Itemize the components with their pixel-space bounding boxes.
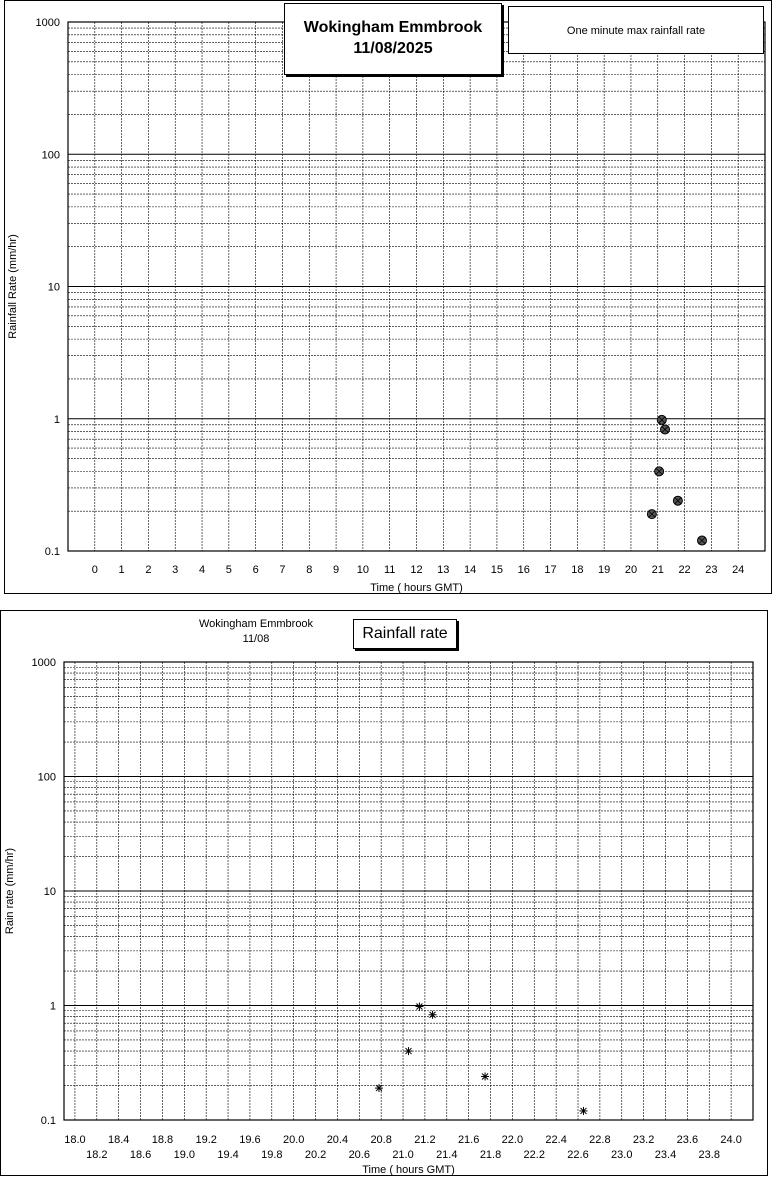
x-tick-label: 0: [91, 564, 98, 576]
y-tick-label: 10: [47, 281, 60, 294]
x-tick-label: 18.6: [129, 1149, 152, 1161]
x-tick-label: 4: [198, 564, 206, 576]
x-tick-label: 19: [598, 564, 611, 576]
x-tick-label: 21.6: [457, 1134, 480, 1146]
x-tick-label: 23.8: [698, 1149, 720, 1161]
data-point: [657, 415, 666, 424]
data-points: [647, 415, 706, 545]
data-point: [429, 1011, 437, 1019]
x-tick-label: 12: [410, 564, 423, 576]
y-tick-label: 0.1: [44, 546, 60, 558]
evening-rainfall-chart: [1, 611, 769, 1177]
x-tick-label: 21.0: [392, 1149, 414, 1161]
y-tick-labels: [36, 17, 60, 558]
x-tick-label: 22.2: [523, 1149, 545, 1161]
x-tick-label: 19.8: [261, 1149, 283, 1161]
x-tick-label: 2: [145, 564, 152, 576]
x-tick-label: 9: [333, 564, 340, 576]
chart-title: Wokingham Emmbrook: [303, 19, 483, 36]
x-tick-label: 13: [437, 564, 450, 576]
x-tick-label: 19.6: [239, 1134, 261, 1146]
y-axis-label: Rain rate (mm/hr): [4, 847, 16, 935]
x-tick-label: 5: [225, 564, 232, 576]
x-tick-label: 22.0: [501, 1134, 524, 1146]
y-tick-labels: [32, 657, 56, 1127]
legend-box: One minute max rainfall rate: [508, 6, 764, 54]
x-tick-label: 20: [624, 564, 638, 576]
x-tick-label: 20.8: [370, 1134, 392, 1146]
x-tick-label: 23.0: [611, 1149, 633, 1161]
x-tick-label: 14: [463, 564, 477, 576]
data-point: [481, 1072, 489, 1080]
y-tick-label: 0.1: [40, 1115, 56, 1127]
y-axis-label: Rainfall Rate (mm/hr): [7, 234, 19, 339]
x-tick-label: 19.4: [217, 1149, 239, 1161]
chart-title-box: [284, 3, 502, 75]
x-tick-label: 18.0: [64, 1134, 86, 1146]
station-date: 11/08: [242, 633, 270, 645]
station-name: Wokingham Emmbrook: [198, 618, 314, 630]
y-tick-label: 1: [53, 413, 60, 426]
x-tick-label: 21.4: [436, 1149, 458, 1161]
data-points: [375, 1003, 588, 1115]
x-tick-label: 21.2: [414, 1134, 436, 1146]
daily-rainfall-chart-panel: [4, 0, 772, 594]
x-tick-label: 20.6: [348, 1149, 370, 1161]
x-tick-label: 6: [252, 564, 259, 576]
x-tick-label: 3: [172, 564, 179, 576]
data-point: [579, 1107, 587, 1115]
x-axis-label: Time ( hours GMT): [370, 582, 463, 594]
x-tick-label: 24: [732, 564, 745, 576]
x-tick-label: 15: [490, 564, 504, 576]
x-tick-labels: [64, 1134, 742, 1161]
x-tick-label: 24.0: [720, 1134, 742, 1146]
x-tick-label: 19.0: [173, 1149, 196, 1161]
chart-date: 11/08/2025: [353, 40, 433, 57]
station-header: [156, 617, 356, 647]
y-tick-label: 1: [49, 1000, 56, 1013]
data-point: [655, 467, 664, 476]
x-tick-label: 22.6: [567, 1149, 589, 1161]
x-tick-label: 18.8: [151, 1134, 174, 1146]
data-point: [647, 510, 656, 519]
x-tick-label: 1: [118, 564, 125, 576]
data-point: [661, 425, 670, 434]
x-tick-label: 20.4: [326, 1134, 349, 1146]
x-tick-label: 7: [279, 564, 286, 576]
y-tick-label: 100: [41, 149, 60, 162]
x-tick-label: 23: [705, 564, 718, 576]
data-point: [375, 1084, 383, 1092]
x-tick-label: 11: [383, 564, 396, 576]
data-point: [698, 536, 707, 545]
x-tick-label: 22.4: [545, 1134, 567, 1146]
x-tick-label: 20.2: [304, 1149, 327, 1161]
data-point: [673, 496, 682, 505]
x-tick-label: 10: [356, 564, 370, 576]
x-tick-label: 23.6: [676, 1134, 699, 1146]
x-tick-labels: [92, 564, 745, 576]
x-tick-label: 23.2: [632, 1134, 655, 1146]
x-tick-label: 18.2: [86, 1149, 108, 1161]
x-tick-label: 21.8: [479, 1149, 502, 1161]
x-tick-label: 23.4: [654, 1149, 677, 1161]
x-tick-label: 16: [517, 564, 530, 576]
x-tick-label: 18: [571, 564, 584, 576]
x-axis-label: Time ( hours GMT): [362, 1164, 455, 1176]
x-tick-label: 22: [678, 564, 691, 576]
x-tick-label: 17: [544, 564, 557, 576]
chart-title: Rainfall rate: [353, 619, 457, 649]
x-tick-label: 19.2: [195, 1134, 217, 1146]
y-tick-label: 1000: [31, 657, 56, 669]
y-tick-label: 10: [43, 886, 56, 898]
x-tick-label: 21: [651, 564, 664, 576]
x-tick-label: 22.8: [589, 1134, 611, 1146]
y-tick-label: 1000: [35, 17, 60, 29]
x-tick-label: 20.0: [282, 1134, 305, 1146]
x-tick-label: 8: [306, 564, 313, 576]
daily-rainfall-chart: [5, 1, 773, 595]
x-tick-label: 18.4: [107, 1134, 130, 1146]
data-point: [415, 1003, 423, 1011]
y-tick-label: 100: [37, 771, 56, 784]
evening-rainfall-chart-panel: [0, 610, 768, 1176]
data-point: [405, 1047, 413, 1055]
